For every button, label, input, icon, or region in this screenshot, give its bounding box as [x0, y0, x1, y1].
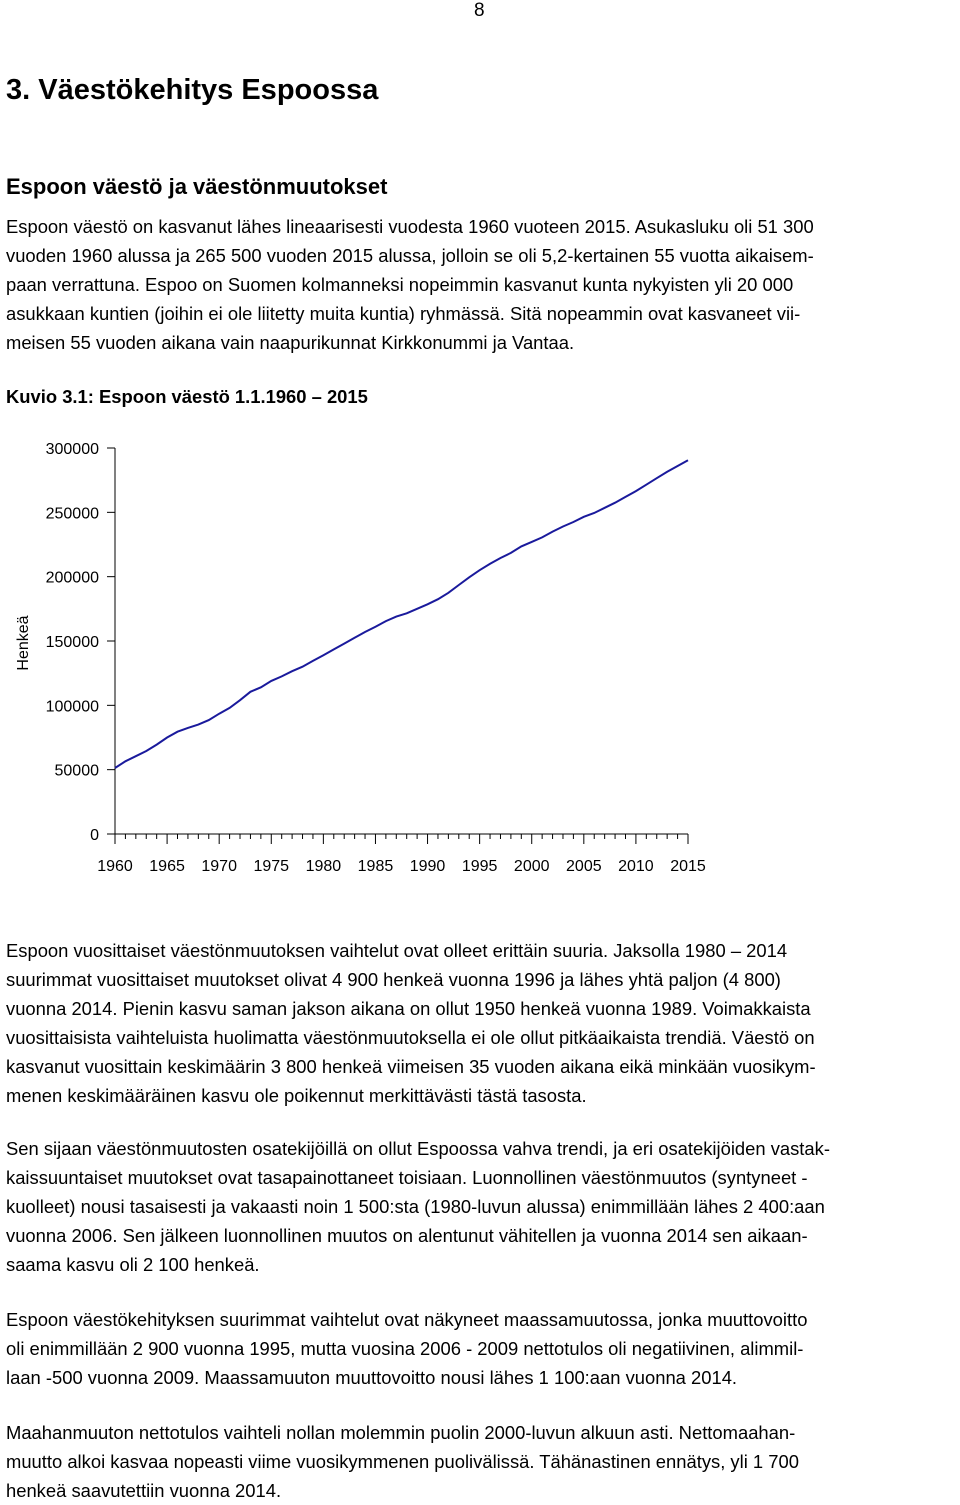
- text-line: Maahanmuuton nettotulos vaihteli nollan molemmin puolin 2000-luvun alkuun asti. Nettomaahan-: [6, 1422, 796, 1443]
- x-tick-label: 2005: [566, 858, 602, 875]
- y-tick-label: 0: [90, 827, 99, 844]
- text-line: Espoon väestökehityksen suurimmat vaihtelut ovat näkyneet maassamuutossa, jonka muuttovoitto: [6, 1309, 808, 1330]
- y-axis-label: Henkeä: [15, 615, 32, 671]
- x-tick-label: 1980: [305, 858, 342, 875]
- population-line: [115, 460, 688, 768]
- text-line: menen keskimääräinen kasvu ole poikennut merkittävästi tästä tasosta.: [6, 1085, 587, 1106]
- text-line: meisen 55 vuoden aikana vain naapurikunnat Kirkkonummi ja Vantaa.: [6, 332, 575, 353]
- y-tick-label: 250000: [45, 505, 99, 523]
- x-tick-label: 2015: [670, 858, 706, 875]
- section-title: Espoon väestö ja väestönmuutokset: [6, 174, 388, 199]
- text-line: Espoon vuosittaiset väestönmuutoksen vaihtelut ovat olleet erittäin suuria. Jaksolla 1980 – 2014: [6, 940, 788, 961]
- x-tick-label: 1985: [357, 858, 394, 875]
- body-paragraph-4: [6, 1418, 954, 1505]
- y-tick-label: 50000: [54, 762, 99, 780]
- y-axis: [46, 441, 115, 844]
- text-line: Espoon väestö on kasvanut lähes lineaarisesti vuodesta 1960 vuoteen 2015. Asukasluku oli 51 300: [6, 216, 814, 237]
- x-tick-label: 2010: [618, 858, 654, 875]
- text-line: asukkaan kuntien (joihin ei ole liitetty muita kuntia) ryhmässä. Sitä nopeammin ovat kasvaneet vii-: [6, 303, 801, 324]
- text-line: oli enimmillään 2 900 vuonna 1995, mutta vuosina 2006 - 2009 nettotulos oli negatiivinen, alimmil-: [6, 1338, 804, 1359]
- figure-caption: Kuvio 3.1: Espoon väestö 1.1.1960 – 2015: [6, 386, 368, 407]
- y-tick-label: 300000: [45, 441, 99, 458]
- text-line: vuoden 1960 alussa ja 265 500 vuoden 2015 alussa, jolloin se oli 5,2-kertainen 55 vuotta aikaisem-: [6, 245, 814, 266]
- text-line: vuonna 2014. Pienin kasvu saman jakson aikana on ollut 1950 henkeä vuonna 1989. Voimakkaista: [6, 998, 811, 1019]
- text-line: saama kasvu oli 2 100 henkeä.: [6, 1254, 260, 1275]
- text-line: kuolleet) nousi tasaisesti ja vakaasti noin 1 500:sta (1980-luvun alussa) enimmillään lähes 2 400:aan: [6, 1196, 825, 1217]
- x-tick-label: 1990: [409, 858, 446, 875]
- x-tick-label: 1965: [149, 858, 185, 875]
- y-tick-label: 200000: [45, 569, 99, 587]
- population-chart: [0, 428, 960, 898]
- x-axis: [97, 834, 706, 875]
- page-number: 8: [474, 0, 485, 21]
- text-line: laan -500 vuonna 2009. Maassamuuton muuttovoitto nousi lähes 1 100:aan vuonna 2014.: [6, 1367, 738, 1388]
- x-tick-label: 1995: [461, 858, 498, 875]
- text-line: henkeä saavutettiin vuonna 2014.: [6, 1480, 282, 1501]
- text-line: vuosittaisista vaihteluista huolimatta väestönmuutoksella ei ole ollut pitkäaikaista trendiä. Väestö on: [6, 1027, 815, 1048]
- text-line: paan verrattuna. Espoo on Suomen kolmanneksi nopeimmin kasvanut kunta nykyisten yli 20 000: [6, 274, 794, 295]
- text-line: muutto alkoi kasvaa nopeasti viime vuosikymmenen puolivälissä. Tähänastinen ennätys, yli 1 700: [6, 1451, 799, 1472]
- text-line: suurimmat vuosittaiset muutokset olivat 4 900 henkeä vuonna 1996 ja lähes yhtä paljon (4 800): [6, 969, 781, 990]
- x-tick-label: 1960: [97, 858, 133, 875]
- x-tick-label: 1970: [201, 858, 237, 875]
- y-tick-label: 150000: [45, 634, 99, 651]
- chapter-title: 3. Väestökehitys Espoossa: [6, 74, 379, 106]
- text-line: Sen sijaan väestönmuutosten osatekijöillä on ollut Espoossa vahva trendi, ja eri osatekijöiden vastak-: [6, 1138, 830, 1159]
- body-paragraph-3: [6, 1305, 954, 1392]
- body-paragraph-1: [6, 936, 954, 1110]
- x-tick-label: 2000: [513, 858, 550, 875]
- intro-paragraph: [6, 212, 954, 357]
- text-line: kasvanut vuosittain keskimäärin 3 800 henkeä viimeisen 35 vuoden aikana eikä minkään vuosikym-: [6, 1056, 816, 1077]
- text-line: kaissuuntaiset muutokset ovat tasapainottaneet toisiaan. Luonnollinen väestönmuutos (syntyneet -: [6, 1167, 808, 1188]
- x-tick-label: 1975: [253, 858, 290, 875]
- text-line: vuonna 2006. Sen jälkeen luonnollinen muutos on alentunut vähitellen ja vuonna 2014 sen aikaan-: [6, 1225, 808, 1246]
- y-tick-label: 100000: [45, 698, 99, 716]
- body-paragraph-2: [6, 1134, 954, 1279]
